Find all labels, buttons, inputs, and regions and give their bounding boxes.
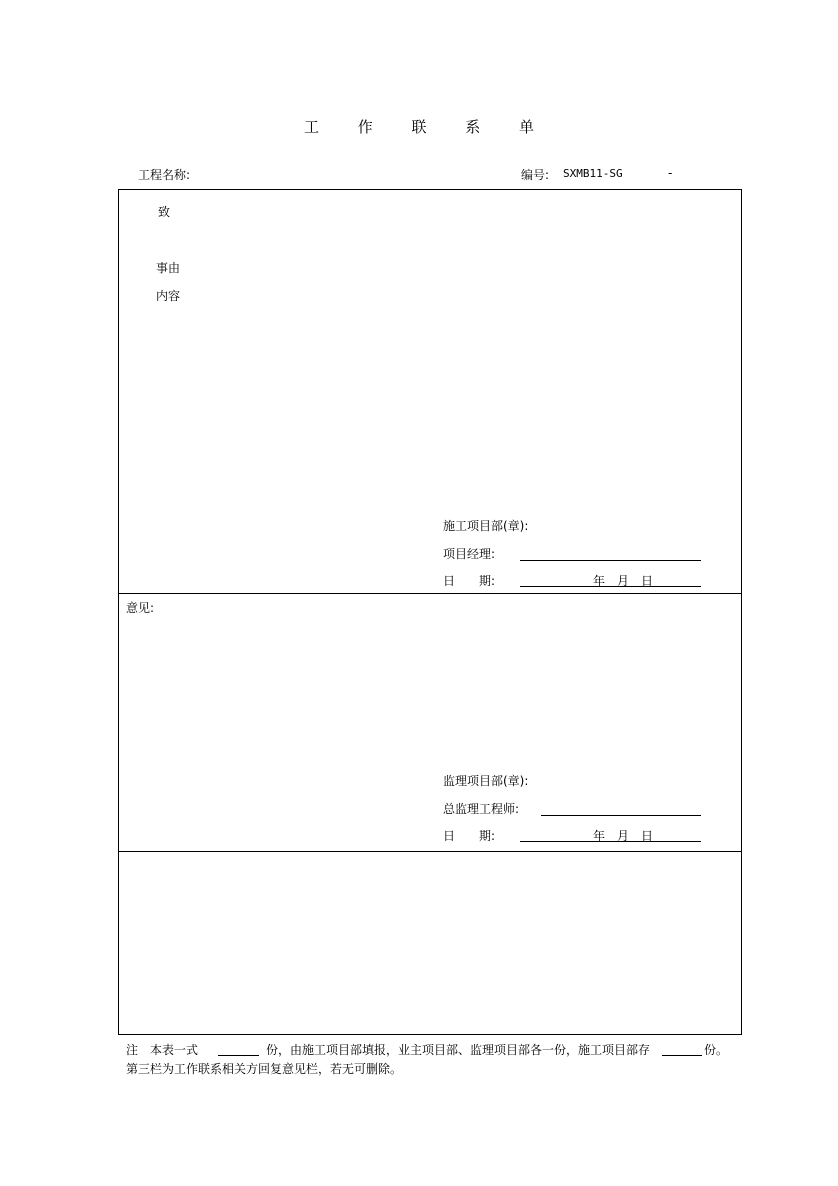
form-frame xyxy=(118,189,742,1035)
note-mid: 份，由施工项目部填报，业主项目部、监理项目部各一份，施工项目部存 xyxy=(266,1043,651,1057)
section-divider-2 xyxy=(118,851,742,852)
content-label: 内容 xyxy=(156,289,181,303)
form-title: 工 作 联 系 单 xyxy=(303,118,552,136)
note-line-2: 第三栏为工作联系相关方回复意见栏，若无可删除。 xyxy=(126,1062,403,1076)
date-units-2: 年 月 日 xyxy=(593,829,654,843)
number-label: 编号: xyxy=(521,168,550,182)
number-value: SXMB11-SG xyxy=(563,167,623,180)
subject-label: 事由 xyxy=(156,261,181,275)
construction-dept-label: 施工项目部(章): xyxy=(443,519,529,533)
note-end: 份。 xyxy=(704,1043,729,1057)
note-prefix: 注 本表一式 xyxy=(126,1043,199,1057)
date-label-2: 日 期: xyxy=(443,829,496,843)
date-line[interactable] xyxy=(520,586,701,587)
section-divider-1 xyxy=(118,593,742,594)
project-manager-label: 项目经理: xyxy=(443,547,496,561)
project-name-label: 工程名称: xyxy=(138,168,191,182)
supervision-dept-label: 监理项目部(章): xyxy=(443,774,529,788)
copies-blank-line[interactable] xyxy=(218,1055,259,1056)
project-manager-signature-line[interactable] xyxy=(520,560,701,561)
opinion-label: 意见: xyxy=(126,601,155,615)
chief-engineer-label: 总监理工程师: xyxy=(443,802,520,816)
kept-copies-blank-line[interactable] xyxy=(662,1055,702,1056)
number-suffix: - xyxy=(668,166,673,180)
chief-engineer-signature-line[interactable] xyxy=(541,815,701,816)
date-line-2[interactable] xyxy=(520,841,701,842)
date-label: 日 期: xyxy=(443,574,496,588)
date-units: 年 月 日 xyxy=(593,574,654,588)
to-label: 致 xyxy=(158,205,171,219)
